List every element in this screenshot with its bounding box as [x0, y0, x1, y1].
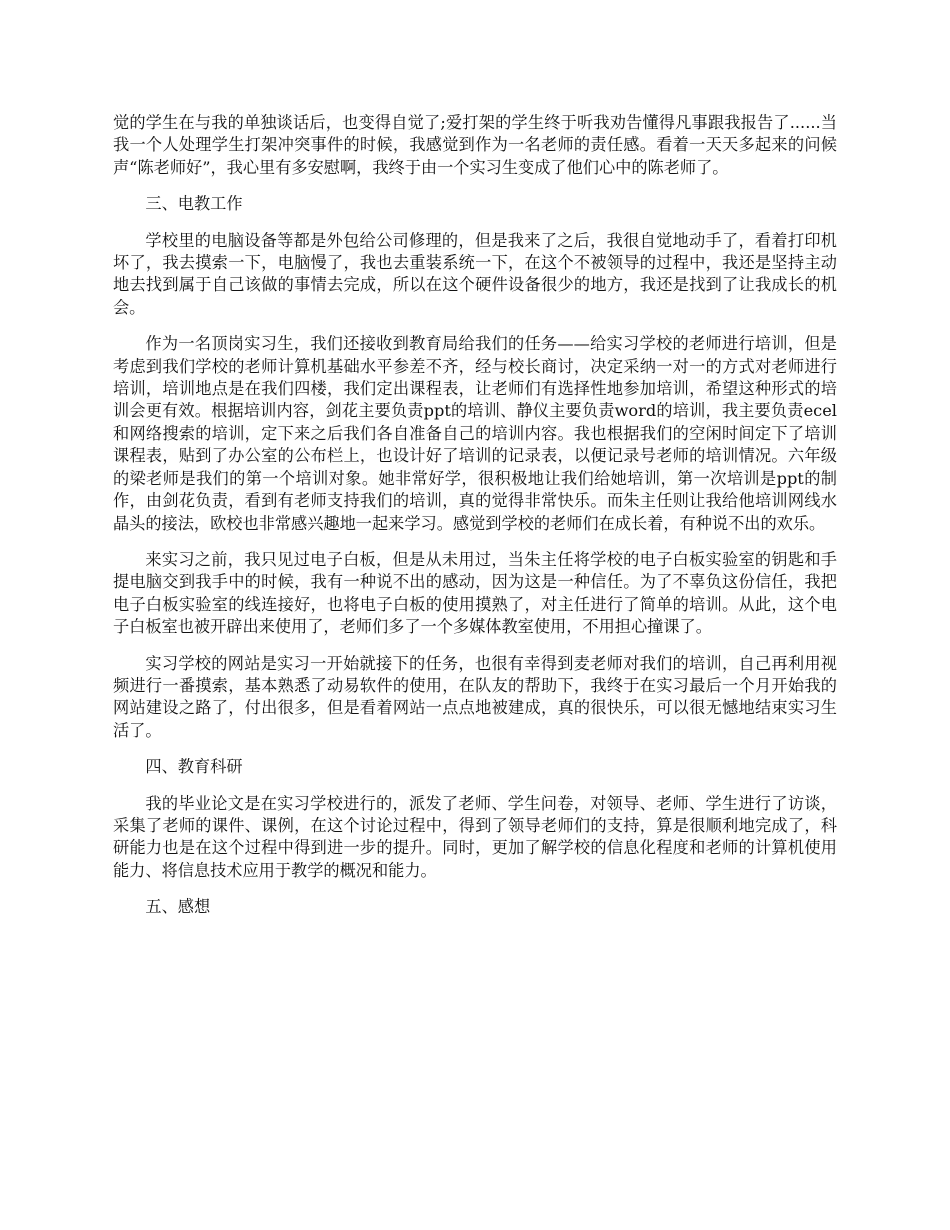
paragraph-teacher-training: 作为一名顶岗实习生，我们还接收到教育局给我们的任务——给实习学校的老师进行培训，但是考虑到我们学校的老师计算机基础水平参差不齐，经与校长商讨，决定采纳一对一的方式对老师进行培训，培训地点是在我们四楼，我们定出课程表，让老师们有选择性地参加培训，希望这种形式的培训会更有效。根据培训内容，剑花主要负责ppt的培训、静仪主要负责word的培训，我主要负责ecel和网络搜索的培训，定下来之后我们各自准备自己的培训内容。我也根据我们的空闲时间定下了培训课程表，贴到了办公室的公布栏上，也设计好了培训的记录表，以便记录号老师的培训情况。六年级的梁老师是我们的第一个培训对象。她非常好学，很积极地让我们给她培训，第一次培训是ppt的制作，由剑花负责，看到有老师支持我们的培训，真的觉得非常快乐。而朱主任则让我给他培训网线水晶头的接法，欧校也非常感兴趣地一起来学习。感觉到学校的老师们在成长着，有种说不出的欢乐。 — [113, 334, 837, 533]
section-heading-research: 四、教育科研 — [145, 757, 243, 777]
paragraph-thesis: 我的毕业论文是在实习学校进行的，派发了老师、学生问卷，对领导、老师、学生进行了访谈，采集了老师的课件、课例，在这个讨论过程中，得到了领导老师们的支持，算是很顺利地完成了，科研能力也是在这个过程中得到进一步的提升。同时，更加了解学校的信息化程度和老师的计算机使用能力、将信息技术应用于教学的概况和能力。 — [113, 793, 837, 880]
paragraph-computer-repair: 学校里的电脑设备等都是外包给公司修理的，但是我来了之后，我很自觉地动手了，看着打印机坏了，我去摸索一下，电脑慢了，我也去重装系统一下，在这个不被领导的过程中，我还是坚持主动地去找到属于自己该做的事情去完成，所以在这个硬件设备很少的地方，我还是找到了让我成长的机会。 — [113, 230, 837, 317]
section-heading-electronic-teaching: 三、电教工作 — [145, 194, 243, 214]
document-page — [113, 112, 837, 933]
section-heading-reflections: 五、感想 — [145, 897, 211, 917]
paragraph-whiteboard: 来实习之前，我只见过电子白板，但是从未用过，当朱主任将学校的电子白板实验室的钥匙和手提电脑交到我手中的时候，我有一种说不出的感动，因为这是一种信任。为了不辜负这份信任，我把电子白板实验室的线连接好，也将电子白板的使用摸熟了，对主任进行了简单的培训。从此，这个电子白板室也被开辟出来使用了，老师们多了一个多媒体教室使用，不用担心撞课了。 — [113, 549, 837, 637]
paragraph-website: 实习学校的网站是实习一开始就接下的任务，也很有幸得到麦老师对我们的培训，自己再利用视频进行一番摸索，基本熟悉了动易软件的使用，在队友的帮助下，我终于在实习最后一个月开始我的网站建设之路了，付出很多，但是看着网站一点点地被建成，真的很快乐，可以很无憾地结束实习生活了。 — [113, 653, 837, 740]
paragraph-continued: 觉的学生在与我的单独谈话后，也变得自觉了;爱打架的学生终于听我劝告懂得凡事跟我报告了......当我一个人处理学生打架冲突事件的时候，我感觉到作为一名老师的责任感。看着一天天多起来的问候声“陈老师好”，我心里有多安慰啊，我终于由一个实习生变成了他们心中的陈老师了。 — [113, 113, 837, 177]
